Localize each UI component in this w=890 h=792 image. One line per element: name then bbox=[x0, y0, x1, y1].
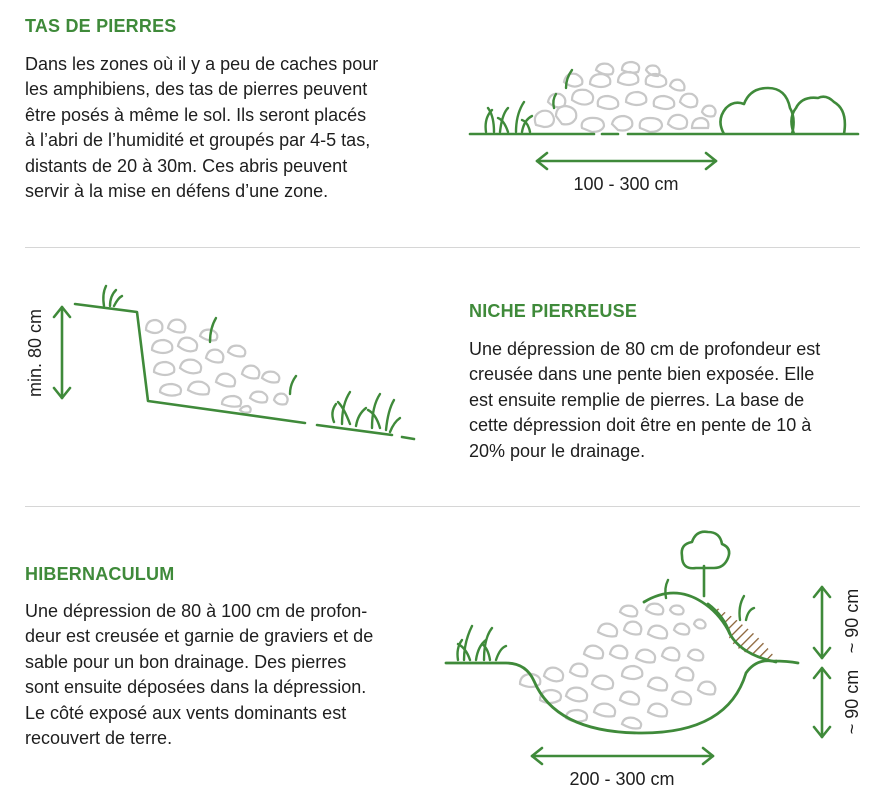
section-divider bbox=[25, 247, 860, 248]
bush-icon bbox=[791, 97, 844, 134]
hibernaculum-diagram bbox=[0, 520, 890, 792]
dimension-arrow-height-top bbox=[814, 587, 830, 658]
text-line: Le côté exposé aux vents dominants est bbox=[25, 702, 347, 723]
text-line: 20% pour le drainage. bbox=[469, 440, 646, 461]
tree-icon bbox=[682, 532, 729, 596]
text-line: deur est creusée et garnie de graviers et de bbox=[25, 626, 374, 647]
text-line: est ensuite remplie de pierres. La base de bbox=[469, 389, 805, 410]
text-line: Une dépression de 80 cm de profondeur est bbox=[469, 339, 821, 359]
stone-niche-diagram bbox=[0, 260, 440, 460]
text-line: creusée dans une pente bien exposée. Elle bbox=[469, 364, 815, 385]
dimension-arrow-width bbox=[532, 748, 713, 764]
text-line: Dans les zones où il y a peu de caches pour bbox=[25, 54, 379, 74]
text-line: être posés à même le sol. Ils seront placés bbox=[25, 104, 367, 125]
section-title-tas-de-pierres: TAS DE PIERRES bbox=[25, 16, 177, 36]
section-divider bbox=[25, 506, 860, 507]
text-line: recouvert de terre. bbox=[25, 728, 173, 749]
text-line: Une dépression de 80 à 100 cm de profon- bbox=[25, 601, 368, 621]
dimension-arrow-depth bbox=[54, 307, 70, 398]
grass-tuft-icon bbox=[486, 70, 572, 132]
section-text-niche-pierreuse bbox=[469, 337, 860, 464]
text-line: sont ensuite déposées dans la dépression. bbox=[25, 677, 367, 698]
text-line: sable pour un bon drainage. Des pierres bbox=[25, 651, 347, 672]
grass-tuft-icon bbox=[458, 580, 755, 660]
dimension-label-width: 200 - 300 cm bbox=[569, 769, 675, 789]
dimension-label-width: 100 - 300 cm bbox=[573, 174, 679, 194]
dimension-arrow-width bbox=[537, 153, 716, 169]
bush-icon bbox=[720, 88, 793, 134]
section-title-niche-pierreuse: NICHE PIERREUSE bbox=[469, 301, 638, 321]
slope-outline bbox=[75, 304, 414, 439]
stone-pile-diagram bbox=[0, 0, 890, 240]
section-title-hibernaculum: HIBERNACULUM bbox=[25, 564, 175, 584]
dimension-arrow-depth-bottom bbox=[814, 668, 830, 737]
text-line: les amphibiens, des tas de pierres peuvent bbox=[25, 79, 368, 100]
text-line: à l’abri de l’humidité et groupés par 4-5 tas, bbox=[25, 130, 371, 151]
stone-fill bbox=[520, 604, 715, 729]
text-line: distants de 20 à 30m. Ces abris peuvent bbox=[25, 155, 348, 176]
text-line: cette dépression doit être en pente de 10 à bbox=[469, 415, 812, 436]
stone-fill bbox=[146, 320, 288, 413]
stone-pile bbox=[535, 62, 716, 132]
text-line: servir à la mise en défens d’une zone. bbox=[25, 181, 329, 202]
dimension-label-depth-bottom: ~ 90 cm bbox=[842, 669, 862, 735]
dimension-label-depth: min. 80 cm bbox=[25, 308, 45, 398]
dimension-label-height-top: ~ 90 cm bbox=[842, 588, 862, 654]
